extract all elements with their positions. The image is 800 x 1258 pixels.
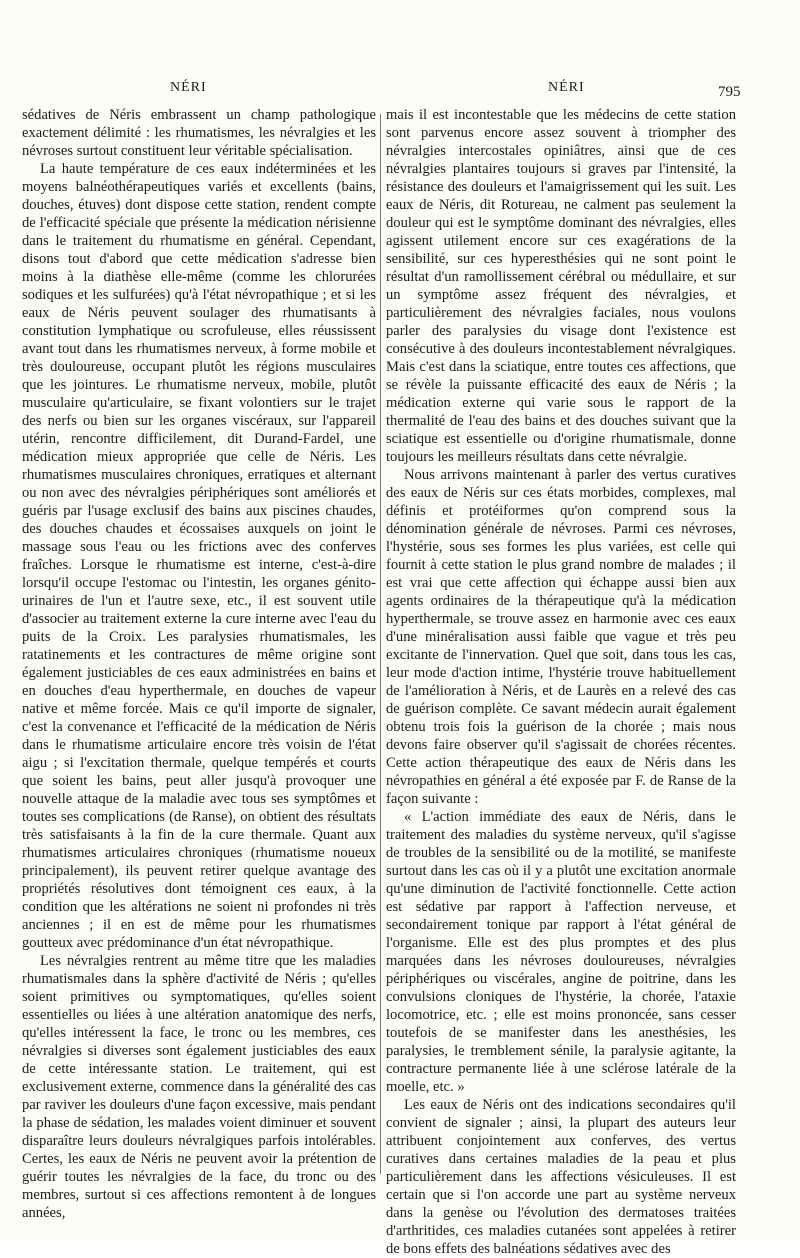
right-paragraph-1: mais il est incontestable que les médecins de cette station sont parvenus encore assez souvent à triompher des névralgies intercostales opiniâtres, ainsi que de ces névralgies plantaires toujours si graves par l'intensité, la résistance des douleurs et l'amaigrissement qui les suit. Les eaux de Néris, dit Rotureau, ne calment pas seulement la douleur qui est le symptôme dominant des névralgies, elles agissent utilement encore sur ces exagérations de la sensibilité, sur ces hyperesthésies qui ne sont point le résultat d'un ramollissement cérébral ou médullaire, et sur un symptôme assez fréquent des névralgies, et particulièrement des névralgies faciales, nous voulons parler des paralysies du visage dont l'existence est consécutive à des douleurs incontestablement névralgiques. Mais c'est dans la sciatique, entre toutes ces affections, que se révèle la puissante efficacité des eaux de Néris ; la médication externe qui varie sous le rapport de la thermalité de l'eau des bains et des douches suivant que la sciatique est essentielle ou d'origine rhumatismale, donne toujours les meilleurs résultats dans cette névralgie. [386, 107, 736, 465]
right-paragraph-2: Nous arrivons maintenant à parler des vertus curatives des eaux de Néris sur ces états morbides, complexes, mal définis et protéiformes qu'on comprend sous la dénomination générale de névroses. Parmi ces névroses, l'hystérie, sous ses formes les plus variées, est celle qui fournit à cette station le plus grand nombre de malades ; il est vrai que cette affection qui échappe aussi bien aux agents ordinaires de la thérapeutique qu'à la médication hyperthermale, se trouve assez en harmonie avec ces eaux d'une minéralisation aussi faible que vague et très peu excitante de l'innervation. Quel que soit, dans tous les cas, leur mode d'action intime, l'hystérie trouve habituellement de l'amélioration à Néris, et de Laurès en a relevé des cas de guérison complète. Ce savant médecin aurait également obtenu trois fois la guérison de la chorée ; mais nous devons faire observer qu'il s'agissait de chorées récentes. Cette action thérapeutique des eaux de Néris dans les névropathies en général a été exposée par F. de Ranse de la façon suivante : [386, 467, 736, 807]
left-paragraph-1: sédatives de Néris embrassent un champ pathologique exactement délimité : les rhumatismes, les névralgies et les névroses surtout constituent leur véritable spécialisation. [22, 107, 376, 159]
right-paragraph-3: « L'action immédiate des eaux de Néris, dans le traitement des maladies du système nerveux, qu'il s'agisse de troubles de la sensibilité ou de la motilité, se manifeste surtout dans les cas où il y a plutôt une excitation anormale qu'une diminution de l'activité fonctionnelle. Cette action est sédative par rapport à l'affection nerveuse, et secondairement tonique par rapport à l'état général de l'organisme. Elle est des plus promptes et des plus marquées dans les névroses douloureuses, névralgies périphériques ou viscérales, angine de poitrine, dans les convulsions cloniques de l'hystérie, la chorée, l'ataxie locomotrice, etc. ; elle est moins prononcée, sans cesser toutefois de se manifester dans les anesthésies, les paralysies, le tremblement sénile, la paralysie agitante, la contracture permanente liée à une sclérose latérale de la moelle, etc. » [386, 809, 736, 1095]
left-paragraph-2: La haute température de ces eaux indéterminées et les moyens balnéothérapeutiques variés et excellents (bains, douches, étuves) dont dispose cette station, rendent compte de l'efficacité spéciale que présente la médication nérisienne dans le traitement du rhumatisme en général. Cependant, disons tout d'abord que cette médication s'adresse bien moins à la diathèse elle-même (comme les chlorurées sodiques et les sulfurées) qu'à l'état névropathique ; et si les eaux de Néris peuvent soulager des rhumatisants à constitution lymphatique ou scrofuleuse, elles réussissent avant tout dans les rhumatismes nerveux, à forme mobile et très douloureuse, occupant plutôt les régions musculaires que les jointures. Le rhumatisme nerveux, mobile, plutôt musculaire qu'articulaire, se fixant volontiers sur le trajet des nerfs ou bien sur les organes viscéraux, sur l'appareil utérin, rencontre difficilement, dit Durand-Fardel, une médication mieux appropriée que celle de Néris. Les rhumatismes musculaires chroniques, erratiques et alternant ou non avec des névralgies périphériques sont améliorés et guéris par l'usage exclusif des bains aux piscines chaudes, des douches chaudes et écossaises auxquels on joint le massage sous l'eau ou les frictions avec des conferves fraîches. Lorsque le rhumatisme est interne, c'est-à-dire lorsqu'il occupe l'estomac ou l'intestin, les organes génito-urinaires de l'un et l'autre sexe, etc., il est souvent utile d'associer au traitement externe la cure interne avec l'eau du puits de la Croix. Les paralysies rhumatismales, les ratatinements et les contractures de même origine sont également justiciables de ces eaux administrées en bains et en douches d'eau hyperthermale, en douches de vapeur native et même forcée. Mais ce qu'il importe de signaler, c'est la convenance et l'efficacité de la médication de Néris dans le rhumatisme articulaire encore très voisin de l'état aigu ; si l'excitation thermale, quelque tempérés et courts que soient les bains, peut aller jusqu'à provoquer une nouvelle attaque de la maladie avec tous ses symptômes et toutes ses complications (de Ranse), on obtient des résultats très satisfaisants à la fin de la cure thermale. Quant aux rhumatismes articulaires chroniques (rhumatisme noueux principalement), ils peuvent retirer quelque avantage des propriétés résolutives dont témoignent ces eaux, à la condition que les altérations ne soient ni profondes ni très anciennes ; il en est de même pour les rhumatismes goutteux avec prédominance d'un état névropathique. [22, 161, 376, 951]
right-paragraph-4: Les eaux de Néris ont des indications secondaires qu'il convient de signaler ; ainsi, la plupart des auteurs leur attribuent conjointement aux conferves, des vertus curatives dans certaines maladies de la peau et plus particulièrement dans les affections vésiculeuses. Il est certain que si l'on accorde une part au système nerveux dans la genèse ou l'évolution des dermatoses traitées d'arthritides, ces maladies cutanées sont appelées à retirer de bons effets des balnéations sédatives avec des [386, 1097, 736, 1257]
running-head-left: NÉRI [170, 80, 207, 95]
page-number: 795 [718, 84, 741, 100]
left-paragraph-3: Les névralgies rentrent au même titre que les maladies rhumatismales dans la sphère d'activité de Néris ; qu'elles soient primitives ou symptomatiques, qu'elles soient essentielles ou liées à une altération anatomique des nerfs, qu'elles intéressent la face, le tronc ou les membres, ces névralgies si diverses sont également justiciables des eaux de cette intéressante station. Le traitement, qui est exclusivement externe, commence dans la généralité des cas par raviver les douleurs d'une façon excessive, mais pendant la phase de sédation, les malades voient diminuer et souvent disparaître leurs douleurs névralgiques parfois intolérables. Certes, les eaux de Néris ne peuvent avoir la prétention de guérir toutes les névralgies de la face, du tronc ou des membres, surtout si ces affections remontent à de longues années, [22, 953, 376, 1221]
column-divider [380, 114, 381, 1174]
right-column [386, 106, 736, 1258]
running-head-right: NÉRI [548, 80, 585, 95]
left-column [22, 106, 376, 1222]
